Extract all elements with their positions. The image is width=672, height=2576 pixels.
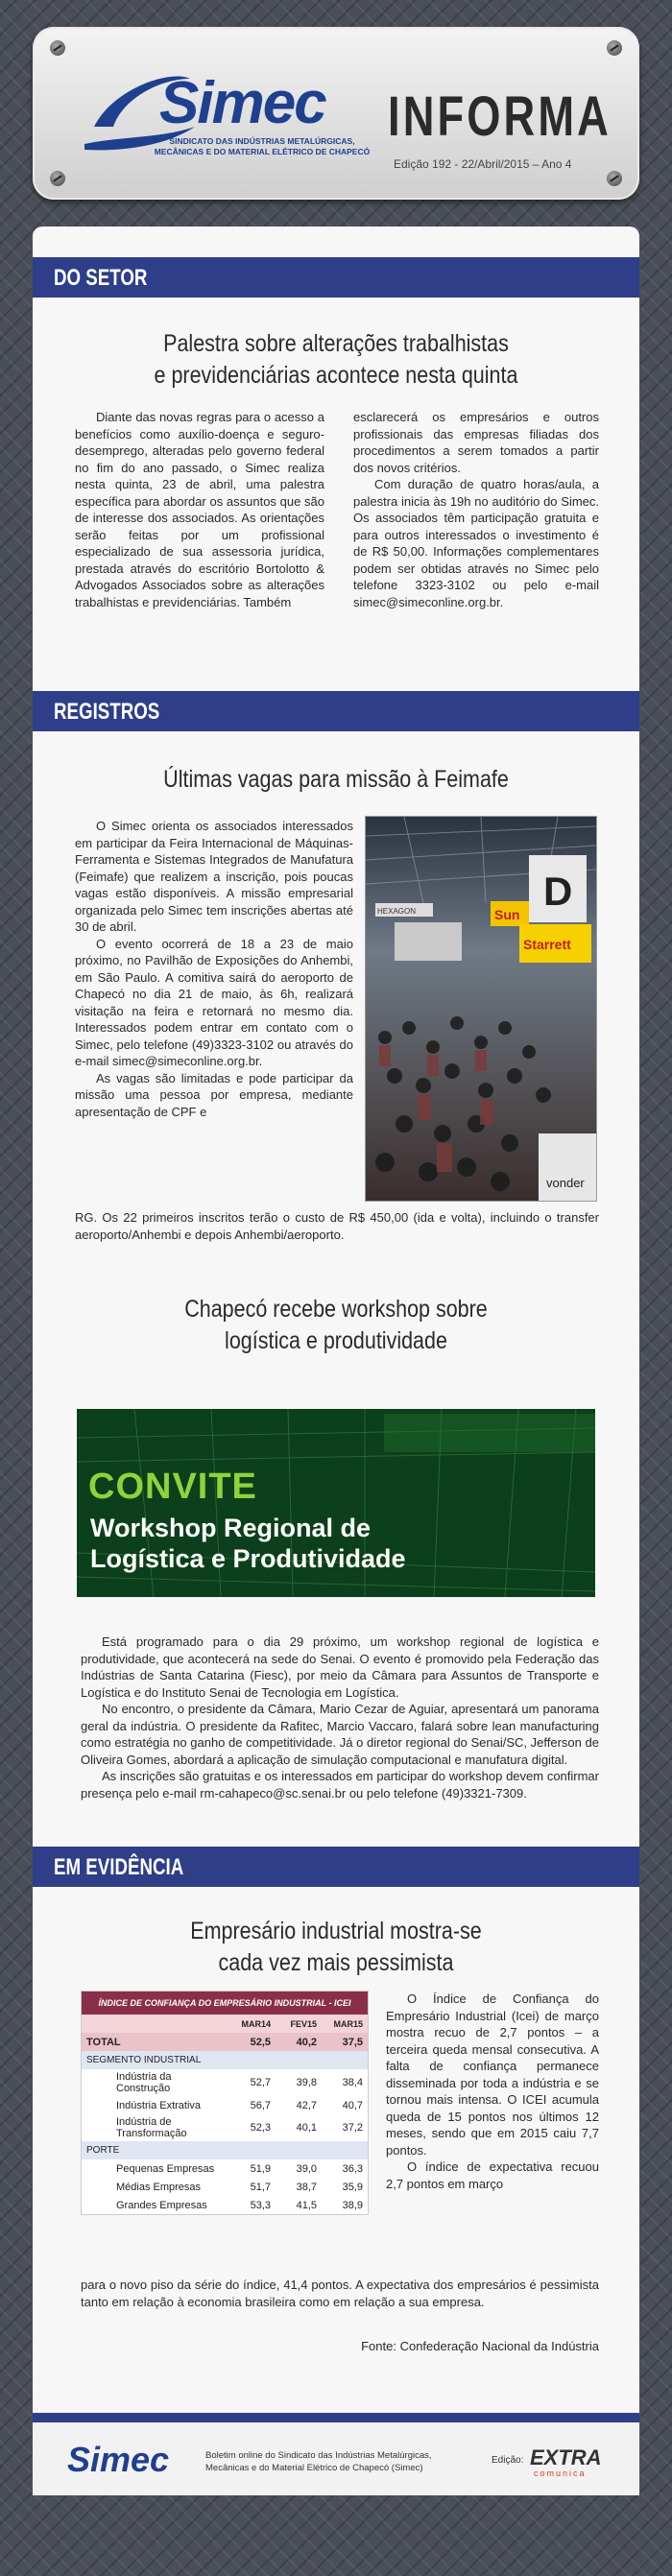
convite-banner [77, 1409, 595, 1597]
table-row: Indústria Extrativa 56,7 42,7 40,7 [116, 2099, 363, 2111]
section-band-setor [33, 257, 639, 298]
table-row: Pequenas Empresas 51,9 39,0 36,3 [116, 2162, 363, 2175]
icei-table [81, 1991, 369, 2215]
svg-text:vonder: vonder [546, 1176, 585, 1190]
simec-logo [84, 69, 371, 165]
section-title: DO SETOR [54, 265, 148, 291]
convite-workshop-title: Workshop Regional de Logística e Produtividade [90, 1514, 406, 1573]
section-title: EM EVIDÊNCIA [54, 1854, 184, 1880]
feimafe-photo [365, 816, 597, 1202]
table-section: SEGMENTO INDUSTRIAL [82, 2051, 368, 2069]
svg-text:Starrett: Starrett [523, 937, 571, 952]
svg-text:Sun: Sun [494, 907, 520, 922]
article1-col1: Diante das novas regras para o acesso a benefícios como auxílio-doença e seguro-desemprego, alteradas pelo governo federal no fim do ano passado, o Simec realiza nesta quinta, 23 de abril, uma palestra específica para abordar os assuntos que são de interesse dos associados. As orientações serão feitas por um profissional especializado de sua assessoria jurídica, prestada através do escritório Bortolotto & Advogados Associados sobre as alterações trabalhistas e previdenciárias. Também [75, 410, 324, 609]
section-band-registros [33, 691, 639, 731]
footer-band [33, 2413, 639, 2422]
article1-title: Palestra sobre alterações trabalhistas e previdenciárias acontece nesta quinta [154, 330, 518, 389]
section-band-evidencia [33, 1847, 639, 1887]
article3-title: Chapecó recebe workshop sobre logística e produtividade [184, 1296, 488, 1354]
header-plate [33, 27, 639, 200]
svg-text:D: D [543, 869, 573, 914]
table-caption: ÍNDICE DE CONFIANÇA DO EMPRESÁRIO INDUSTRIAL - ICEI [82, 1992, 368, 2015]
logo-text: Simec [159, 70, 325, 136]
article4-title: Empresário industrial mostra-se cada vez mais pessimista [190, 1918, 482, 1976]
article2-col: O Simec orienta os associados interessados em participar da Feira Internacional de Máquinas-Ferramenta e Sistemas Integrados de Manufatura (Feimafe) que realizem a inscrição, pois poucas vagas estão disponíveis. A missão empresarial organizada pelo Simec tem inscrições abertas até 30 de abril. O evento ocorrerá de 18 a 23 de maio próximo, no Pavilhão de Exposições do Anhembi, em São Paulo. A comitiva sairá do aeroporto de Chapecó no dia 21 de maio, às 6h, realizará visitação na feira e retornará no mesmo dia. Interessados podem entrar em contato com o Simec, pelo telefone (49)3323-3102 ou através do e-mail simec@simeconline.org.br. As vagas são limitadas e pode participar da missão uma pessoa por empresa, mediante apresentação de CPF e [75, 819, 353, 1119]
table-section: PORTE [82, 2141, 368, 2159]
screw-icon [607, 40, 622, 56]
article4-source: Fonte: Confederação Nacional da Indústria [361, 2339, 599, 2353]
footer [33, 2422, 639, 2495]
screw-icon [50, 40, 65, 56]
article4-tail: para o novo piso da série do índice, 41,4 pontos. A expectativa dos empresários é pessimista tanto em relação à economia brasileira como em relação a sua empresa. [81, 2278, 599, 2309]
article2-title: Últimas vagas para missão à Feimafe [163, 766, 509, 793]
fair-crowd-image [366, 817, 596, 1201]
screw-icon [50, 171, 65, 186]
table-row: Indústria de Transformação 52,3 40,1 37,2 [116, 2116, 363, 2139]
extra-logo: EXTRA [530, 2445, 602, 2469]
article3-body: Está programado para o dia 29 próximo, um workshop regional de logística e produtividade, que acontecerá na sede do Senai. O evento é promovido pela Federação das Indústrias de Santa Catarina (Fiesc), por meio da Câmara para Assuntos de Transporte e Logística e do Instituto Senai de Tecnologia em Logística. No encontro, o presidente da Câmara, Mario Cezar de Aguiar, apresentará um panorama geral da indústria. O presidente da Rafitec, Marcio Vaccaro, falará sobre lean manufacturing como estratégia no ganho de competitividade. Já o diretor regional do Senai/SC, Jefferson de Oliveira Gomes, abordará a aplicação de simulação computacional e manufatura digital. As inscrições são gratuitas e os interessados em participar do workshop devem confirmar presença pelo e-mail rm-cahapeco@sc.senai.br ou pelo telefone (49)3321-7309. [81, 1634, 599, 1801]
newsletter [33, 27, 639, 2479]
article2-tail: RG. Os 22 primeiros inscritos terão o custo de R$ 450,00 (ida e volta), incluindo o transfer aeroporto/Anhembi e depois Anhembi/aeroporto. [75, 1210, 599, 1242]
table-row: Indústria da Construção 52,7 39,8 38,4 [116, 2071, 363, 2094]
extra-logo-subtitle: comunica [534, 2469, 587, 2478]
svg-text:HEXAGON: HEXAGON [377, 907, 417, 916]
article1-col2: esclarecerá os empresários e outros profissionais das empresas filiadas dos procedimentos a serem tomados a partir dos novos critérios. Com duração de quatro horas/aula, a palestra inicia às 19h no auditório do Simec. Os associados têm participação gratuita e para outros interessados o investimento é de R$ 50,00. Informações complementares podem ser obtidas através no Simec pelo telefone 3323-3102 ou pelo e-mail simec@simeconline.org.br. [353, 410, 599, 609]
logo-subtitle: SINDICATO DAS INDÚSTRIAS METALÚRGICAS, MECÂNICAS E DO MATERIAL ELÉTRICO DE CHAPECÓ [154, 136, 371, 156]
footer-edicao-label: Edição: [492, 2455, 524, 2466]
table-row-total: TOTAL 52,5 40,2 37,5 [82, 2033, 368, 2051]
article4-col: O Índice de Confiança do Empresário Industrial (Icei) de março mostra recuo de 2,7 pontos – a terceira queda mensal consecutiva. A falta de confiança permanece disseminada por toda a indústria e se tornou mais intensa. O ICEI acumula queda de 15 pontos nos últimos 12 meses, sendo que em 2015 caiu 7,7 pontos. O índice de expectativa recuou 2,7 pontos em março [386, 1992, 599, 2191]
footer-description: Boletim online do Sindicato das Indústrias Metalúrgicas, Mecânicas e do Material Elétrico de Chapecó (Simec) [205, 2450, 432, 2473]
screw-icon [607, 171, 622, 186]
table-row: Médias Empresas 51,7 38,7 35,9 [116, 2181, 363, 2193]
footer-logo: Simec [67, 2440, 170, 2479]
edition-info: Edição 192 - 22/Abril/2015 – Ano 4 [394, 157, 572, 171]
masthead-title: INFORMA [388, 85, 612, 148]
table-header: MAR14 FEV15 MAR15 [82, 2015, 368, 2033]
convite-label: CONVITE [88, 1467, 257, 1507]
table-row: Grandes Empresas 53,3 41,5 38,9 [116, 2199, 363, 2211]
section-title: REGISTROS [54, 699, 160, 725]
